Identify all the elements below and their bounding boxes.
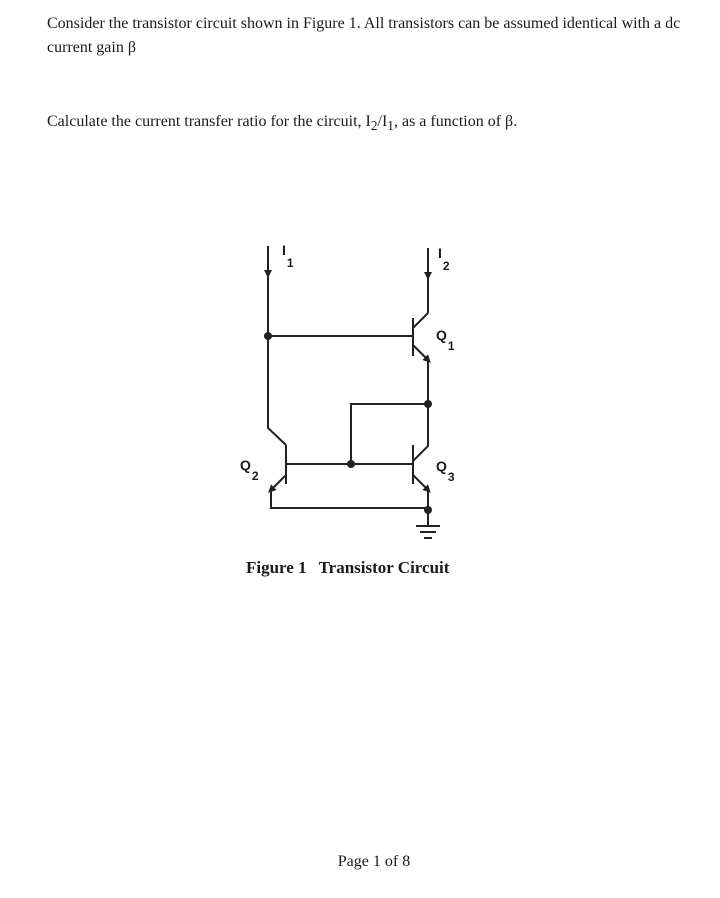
question-subscript-1: 1	[387, 118, 394, 134]
q1-collector	[413, 313, 428, 328]
ground-return-wire	[271, 490, 428, 508]
q1-emitter	[413, 345, 428, 360]
figure-caption	[246, 558, 450, 577]
question-text-start: Calculate the current transfer ratio for the circuit, I	[47, 113, 371, 130]
left-wire	[268, 270, 286, 445]
i1-label: I1	[282, 242, 294, 270]
problem-intro: Consider the transistor circuit shown in Figure 1. All transistors can be assumed identical with a dc current gain β	[47, 15, 681, 56]
question-text-mid: /I	[377, 113, 388, 130]
question-text-end: , as a function of β.	[393, 113, 518, 130]
junction-node-base	[347, 460, 355, 468]
page-number: Page 1 of 8	[337, 853, 411, 870]
i2-label: I2	[438, 245, 450, 273]
q2-emitter	[271, 475, 286, 490]
q2-label: Q2	[240, 457, 259, 483]
q1-emitter-wire	[413, 360, 428, 461]
junction-node-ground	[424, 506, 432, 514]
figure-caption-number: Figure 1	[246, 558, 307, 577]
question-subscript-2: 2	[370, 118, 378, 134]
junction-node-i1	[264, 332, 272, 340]
q3-label: Q3	[436, 458, 455, 484]
base-bias-loop	[351, 404, 428, 464]
ground-icon	[416, 526, 440, 538]
q1-label: Q1	[436, 327, 455, 353]
q3-emitter	[413, 475, 428, 490]
figure-caption-title: Transistor Circuit	[318, 558, 450, 577]
